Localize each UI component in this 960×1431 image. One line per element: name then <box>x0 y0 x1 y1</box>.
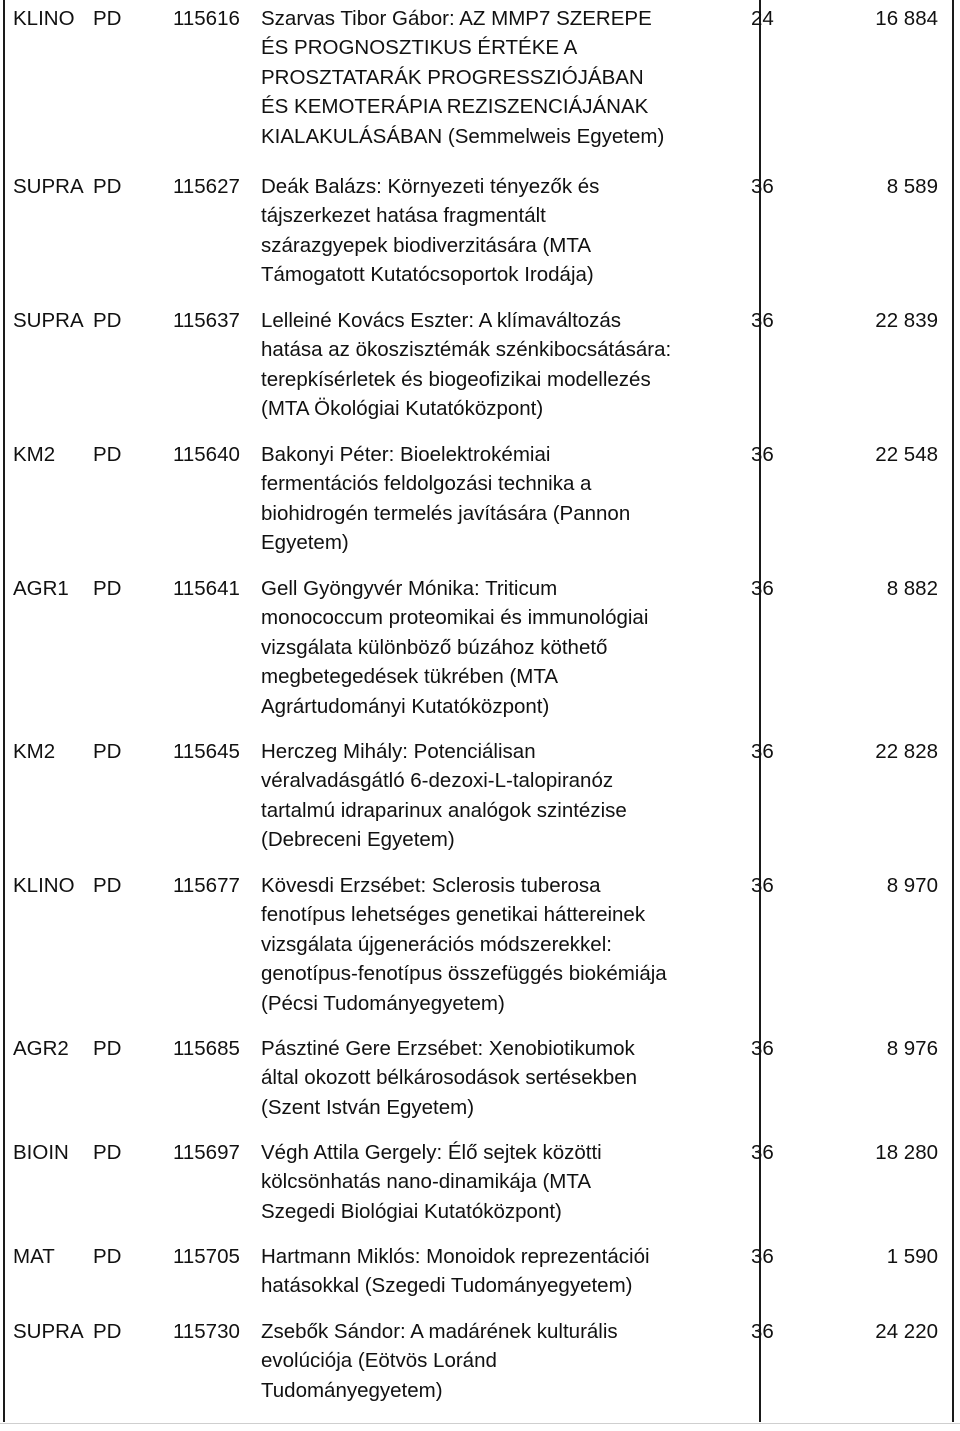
panel-code: KM2 <box>13 443 56 466</box>
project-title-line: Tudományegyetem) <box>261 1378 443 1402</box>
panel-code: SUPRA <box>13 309 84 332</box>
table-row <box>0 570 960 733</box>
project-id: 115637 <box>173 309 240 332</box>
grant-type: PD <box>93 1141 122 1164</box>
grant-amount: 8 976 <box>886 1037 938 1060</box>
grant-type: PD <box>93 577 122 600</box>
grant-amount: 16 884 <box>875 7 938 30</box>
grant-type: PD <box>93 1320 122 1343</box>
table-row <box>0 733 960 867</box>
project-title-line: Kövesdi Erzsébet: Sclerosis tuberosa <box>261 874 601 897</box>
grant-amount: 8 589 <box>886 175 938 198</box>
duration-months: 36 <box>751 1245 774 1268</box>
duration-months: 36 <box>751 577 774 600</box>
project-id: 115640 <box>173 443 240 466</box>
project-title-line: Lelleiné Kovács Eszter: A klímaváltozás <box>261 309 622 332</box>
grant-type: PD <box>93 175 122 198</box>
grant-type: PD <box>93 443 122 466</box>
panel-code: MAT <box>13 1245 55 1268</box>
project-title-line: Egyetem) <box>261 531 349 555</box>
duration-months: 36 <box>751 175 774 198</box>
project-id: 115627 <box>173 175 240 198</box>
duration-months: 36 <box>751 1141 774 1164</box>
panel-code: AGR2 <box>13 1037 69 1060</box>
project-title <box>261 1134 731 1238</box>
grant-type: PD <box>93 309 122 332</box>
project-title <box>261 302 731 436</box>
project-title-line: Zsebők Sándor: A madárének kulturális <box>261 1320 618 1343</box>
duration-months: 24 <box>751 7 774 30</box>
project-id: 115645 <box>173 740 240 763</box>
grant-type: PD <box>93 1037 122 1060</box>
panel-code: AGR1 <box>13 577 69 600</box>
panel-code: SUPRA <box>13 175 84 198</box>
project-title-line: evolúciója (Eötvös Loránd <box>261 1349 497 1373</box>
project-title-line: hatása az ökoszisztémák szénkibocsátására: <box>261 338 672 362</box>
grant-type: PD <box>93 7 122 30</box>
grant-amount: 8 882 <box>886 577 938 600</box>
project-title-line: tájszerkezet hatása fragmentált <box>261 204 546 228</box>
project-id: 115685 <box>173 1037 240 1060</box>
table-row <box>0 302 960 436</box>
project-title-line: ÉS PROGNOSZTIKUS ÉRTÉKE A <box>261 36 578 60</box>
duration-months: 36 <box>751 309 774 332</box>
project-title-line: (Pécsi Tudományegyetem) <box>261 991 505 1015</box>
panel-code: KM2 <box>13 740 56 763</box>
project-title <box>261 1030 731 1134</box>
project-title <box>261 0 731 168</box>
table-row <box>0 1238 960 1313</box>
project-title-line: hatásokkal (Szegedi Tudományegyetem) <box>261 1274 633 1298</box>
project-title-line: véralvadásgátló 6-dezoxi-L-talopiranóz <box>261 769 614 793</box>
project-title-line: Szarvas Tibor Gábor: AZ MMP7 SZEREPE <box>261 7 652 30</box>
duration-months: 36 <box>751 1320 774 1343</box>
project-title <box>261 733 731 867</box>
project-title-line: vizsgálata különböző búzához köthető <box>261 635 608 659</box>
grant-amount: 24 220 <box>875 1320 938 1343</box>
project-title-line: monococcum proteomikai és immunológiai <box>261 606 649 630</box>
project-title-line: PROSZTATARÁK PROGRESSZIÓJÁBAN <box>261 65 644 89</box>
project-title <box>261 436 731 570</box>
panel-code: KLINO <box>13 7 75 30</box>
project-title-line: ÉS KEMOTERÁPIA REZISZENCIÁJÁNAK <box>261 95 649 119</box>
project-title-line: terepkísérletek és biogeofizikai modellezés <box>261 367 651 391</box>
project-title <box>261 1238 731 1313</box>
project-id: 115705 <box>173 1245 240 1268</box>
grant-type: PD <box>93 874 122 897</box>
project-title <box>261 867 731 1030</box>
project-id: 115616 <box>173 7 240 30</box>
project-id: 115697 <box>173 1141 240 1164</box>
project-title-line: (Szent István Egyetem) <box>261 1095 475 1119</box>
grant-amount: 22 839 <box>875 309 938 332</box>
project-title-line: Végh Attila Gergely: Élő sejtek közötti <box>261 1141 602 1164</box>
grant-amount: 8 970 <box>886 874 938 897</box>
project-title-line: (Debreceni Egyetem) <box>261 828 455 852</box>
panel-code: BIOIN <box>13 1141 69 1164</box>
table-row <box>0 168 960 302</box>
table-row <box>0 436 960 570</box>
table-row <box>0 867 960 1030</box>
table-row <box>0 0 960 168</box>
duration-months: 36 <box>751 740 774 763</box>
project-title-line: tartalmú idraparinux analógok szintézise <box>261 798 627 822</box>
grant-amount: 18 280 <box>875 1141 938 1164</box>
project-title-line: Herczeg Mihály: Potenciálisan <box>261 740 536 763</box>
table-row <box>0 1313 960 1423</box>
panel-code: KLINO <box>13 874 75 897</box>
project-title-line: által okozott bélkárosodások sertésekben <box>261 1066 638 1090</box>
project-title-line: Gell Gyöngyvér Mónika: Triticum <box>261 577 558 600</box>
project-id: 115641 <box>173 577 240 600</box>
grant-type: PD <box>93 740 122 763</box>
grant-amount: 22 548 <box>875 443 938 466</box>
project-title-line: genotípus-fenotípus összefüggés biokémiája <box>261 962 667 986</box>
project-title-line: vizsgálata újgenerációs módszerekkel: <box>261 932 612 956</box>
project-title-line: kölcsönhatás nano-dinamikája (MTA <box>261 1170 592 1194</box>
project-id: 115677 <box>173 874 240 897</box>
project-title-line: megbetegedések tükrében (MTA <box>261 665 559 689</box>
project-title <box>261 168 731 302</box>
project-title <box>261 1313 731 1423</box>
project-title-line: Bakonyi Péter: Bioelektrokémiai <box>261 443 551 466</box>
project-title-line: Deák Balázs: Környezeti tényezők és <box>261 175 600 198</box>
project-title-line: szárazgyepek biodiverzitására (MTA <box>261 233 592 257</box>
project-id: 115730 <box>173 1320 240 1343</box>
project-title-line: KIALAKULÁSÁBAN (Semmelweis Egyetem) <box>261 124 665 148</box>
project-title-line: (MTA Ökológiai Kutatóközpont) <box>261 397 544 421</box>
grant-amount: 22 828 <box>875 740 938 763</box>
project-title-line: Szegedi Biológiai Kutatóközpont) <box>261 1199 562 1223</box>
panel-code: SUPRA <box>13 1320 84 1343</box>
table-bottom-border <box>0 1423 960 1424</box>
project-title-line: fermentációs feldolgozási technika a <box>261 472 592 496</box>
project-title <box>261 570 731 733</box>
project-title-line: Pásztiné Gere Erzsébet: Xenobiotikumok <box>261 1037 635 1060</box>
duration-months: 36 <box>751 1037 774 1060</box>
table-row <box>0 1030 960 1134</box>
project-title-line: Támogatott Kutatócsoportok Irodája) <box>261 263 594 287</box>
project-title-line: fenotípus lehetséges genetikai háttereinek <box>261 903 646 927</box>
project-title-line: biohidrogén termelés javítására (Pannon <box>261 501 631 525</box>
duration-months: 36 <box>751 874 774 897</box>
project-title-line: Hartmann Miklós: Monoidok reprezentációi <box>261 1245 650 1268</box>
table-row <box>0 1134 960 1238</box>
duration-months: 36 <box>751 443 774 466</box>
grant-type: PD <box>93 1245 122 1268</box>
grant-amount: 1 590 <box>886 1245 938 1268</box>
project-title-line: Agrártudományi Kutatóközpont) <box>261 694 550 718</box>
